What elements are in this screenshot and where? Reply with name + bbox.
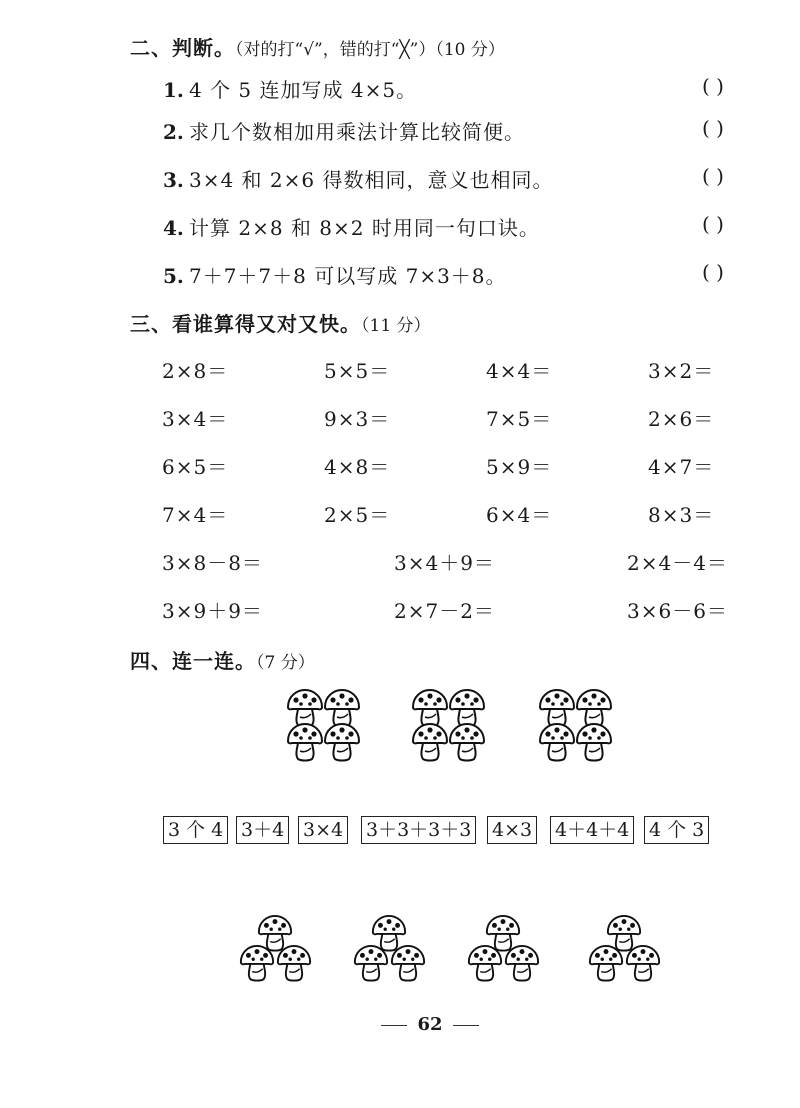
question-3 xyxy=(163,164,553,193)
footer-dash-left xyxy=(381,1025,407,1026)
section-3-heading xyxy=(130,308,431,337)
expression-box[interactable]: 3 个 4 xyxy=(163,816,228,844)
mushroom-icon xyxy=(587,944,625,982)
mushroom-icon xyxy=(410,722,450,762)
question-5 xyxy=(163,260,507,289)
expression-box[interactable]: 4 个 3 xyxy=(644,816,709,844)
calc-item: 5×9＝ xyxy=(486,455,553,479)
answer-parentheses[interactable]: ( ) xyxy=(702,260,724,284)
section-4-note: （7 分） xyxy=(256,653,315,673)
calc-item: 2×6＝ xyxy=(648,407,715,431)
calc-item: 4×8＝ xyxy=(324,455,391,479)
mushroom-icon xyxy=(352,944,390,982)
question-text: 计算 2×8 和 8×2 时用同一句口诀。 xyxy=(188,216,540,240)
section-3-title: 三、看谁算得又对又快。 xyxy=(130,312,361,336)
mushroom-icon xyxy=(447,722,487,762)
question-text: 7＋7＋7＋8 可以写成 7×3＋8。 xyxy=(188,264,507,288)
mushroom-icon xyxy=(275,944,313,982)
mushroom-icon xyxy=(238,944,276,982)
answer-parentheses[interactable]: ( ) xyxy=(702,212,724,236)
question-number: 5. xyxy=(163,264,184,288)
section-2-note: （对的打“√”，错的打“╳”）（10 分） xyxy=(235,40,505,60)
calc-item: 3×8－8＝ xyxy=(162,551,263,575)
calc-item: 3×2＝ xyxy=(648,359,715,383)
mushroom-icon xyxy=(624,944,662,982)
question-text: 3×4 和 2×6 得数相同，意义也相同。 xyxy=(188,168,554,192)
expression-box[interactable]: 3＋3＋3＋3 xyxy=(361,816,476,844)
calc-item: 2×5＝ xyxy=(324,503,391,527)
mushroom-icon xyxy=(574,722,614,762)
question-number: 4. xyxy=(163,216,184,240)
calc-item: 2×4－4＝ xyxy=(627,551,728,575)
calc-item: 4×4＝ xyxy=(486,359,553,383)
calc-item: 5×5＝ xyxy=(324,359,391,383)
calc-item: 7×4＝ xyxy=(162,503,229,527)
mushroom-icon xyxy=(537,722,577,762)
expression-box[interactable]: 3＋4 xyxy=(236,816,289,844)
expression-box[interactable]: 4×3 xyxy=(487,816,537,844)
expression-box[interactable]: 4＋4＋4 xyxy=(550,816,634,844)
answer-parentheses[interactable]: ( ) xyxy=(702,164,724,188)
question-number: 2. xyxy=(163,120,184,144)
calc-item: 3×4＋9＝ xyxy=(394,551,495,575)
calc-item: 3×9＋9＝ xyxy=(162,599,263,623)
calc-item: 9×3＝ xyxy=(324,407,391,431)
answer-parentheses[interactable]: ( ) xyxy=(702,116,724,140)
section-4-title: 四、连一连。 xyxy=(130,649,256,673)
calc-item: 3×6－6＝ xyxy=(627,599,728,623)
expression-box[interactable]: 3×4 xyxy=(298,816,348,844)
section-3-note: （11 分） xyxy=(361,316,431,336)
question-text: 求几个数相加用乘法计算比较简便。 xyxy=(188,120,525,144)
calc-item: 2×7－2＝ xyxy=(394,599,495,623)
section-2-title: 二、判断。 xyxy=(130,36,235,60)
calc-item: 6×4＝ xyxy=(486,503,553,527)
calc-item: 7×5＝ xyxy=(486,407,553,431)
calc-item: 4×7＝ xyxy=(648,455,715,479)
question-1 xyxy=(163,74,417,103)
question-2 xyxy=(163,116,525,145)
question-number: 3. xyxy=(163,168,184,192)
mushroom-icon xyxy=(503,944,541,982)
calc-item: 3×4＝ xyxy=(162,407,229,431)
calc-item: 8×3＝ xyxy=(648,503,715,527)
page-footer xyxy=(370,1014,490,1035)
mushroom-icon xyxy=(466,944,504,982)
mushroom-icon xyxy=(285,722,325,762)
question-text: 4 个 5 连加写成 4×5。 xyxy=(188,78,418,102)
question-number: 1. xyxy=(163,78,184,102)
section-2-heading xyxy=(130,32,505,61)
footer-dash-right xyxy=(453,1025,479,1026)
mushroom-icon xyxy=(389,944,427,982)
question-4 xyxy=(163,212,540,241)
calc-item: 6×5＝ xyxy=(162,455,229,479)
calc-item: 2×8＝ xyxy=(162,359,229,383)
section-4-heading xyxy=(130,645,315,674)
answer-parentheses[interactable]: ( ) xyxy=(702,74,724,98)
page-number: 62 xyxy=(417,1014,443,1035)
mushroom-icon xyxy=(322,722,362,762)
